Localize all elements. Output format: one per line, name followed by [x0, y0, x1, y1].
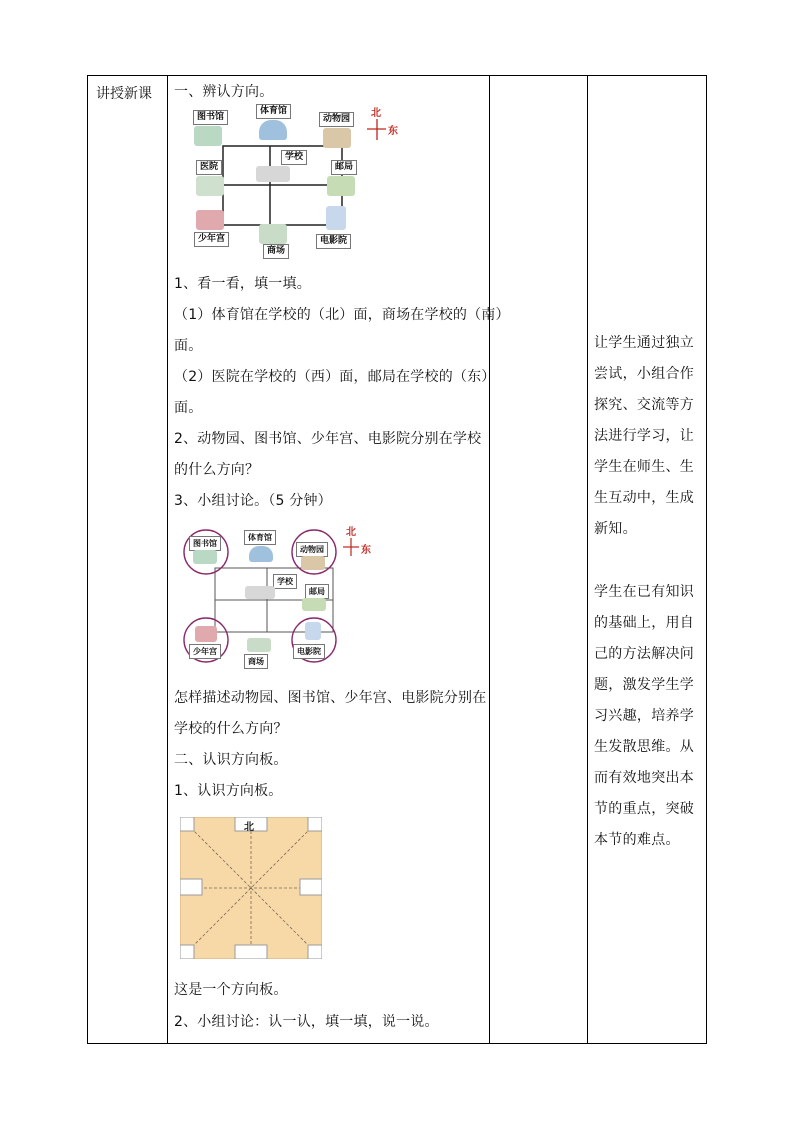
gym-building-icon: [249, 546, 273, 562]
section2-item1: 1、认识方向板。: [174, 783, 283, 799]
q2-line1: 2、动物园、图书馆、少年宫、电影院分别在学校: [174, 431, 482, 447]
note-line: 让学生通过独立: [594, 335, 695, 351]
board-north-label: 北: [244, 822, 254, 833]
school-label: 学校: [273, 574, 297, 589]
note-line: 学生在师生、生: [594, 459, 695, 475]
q4-line2: 学校的什么方向？: [174, 721, 288, 737]
hospital-label: 医院: [196, 160, 222, 175]
note-line: 习兴趣，培养学: [594, 708, 695, 724]
note-line: 的基础上，用自: [594, 615, 695, 631]
zoo-label: 动物园: [296, 542, 328, 557]
zoo-label: 动物园: [319, 112, 354, 127]
school-label: 学校: [281, 150, 307, 165]
gym-label: 体育馆: [244, 530, 276, 545]
note-line: 节的重点，突破: [594, 801, 695, 817]
cinema-building-icon: [326, 206, 346, 230]
note-line: 新知。: [594, 521, 637, 537]
youth-palace-building-icon: [196, 210, 224, 230]
library-label: 图书馆: [193, 110, 228, 125]
column-divider: [489, 76, 490, 1043]
cinema-label: 电影院: [293, 644, 325, 659]
library-building-icon: [194, 126, 222, 146]
lesson-table: [87, 75, 707, 1044]
library-building-icon: [193, 550, 217, 564]
gym-building-icon: [259, 120, 287, 140]
direction-map-1: [186, 102, 421, 262]
note-line: 本节的难点。: [594, 832, 680, 848]
q1-title: 1、看一看，填一填。: [174, 276, 311, 292]
library-label: 图书馆: [189, 536, 221, 551]
section1-heading: 一、辨认方向。: [174, 84, 274, 100]
q1-line2b: 面。: [174, 400, 203, 416]
note-line: 法进行学习，让: [594, 428, 695, 444]
school-building-icon: [256, 166, 290, 182]
q3-text: 3、小组讨论。（5 分钟）: [174, 493, 332, 509]
mall-building-icon: [247, 638, 271, 652]
post-office-building-icon: [327, 176, 355, 196]
q1-line2: （2）医院在学校的（西）面，邮局在学校的（东）: [174, 369, 496, 385]
note-line: 生发散思维。从: [594, 739, 695, 755]
mall-label: 商场: [263, 244, 289, 259]
column-divider: [587, 76, 588, 1043]
post-office-building-icon: [302, 598, 326, 611]
school-building-icon: [245, 586, 275, 599]
note-line: 探究、交流等方: [594, 397, 695, 413]
direction-map-2: [181, 522, 391, 672]
hospital-building-icon: [196, 176, 224, 196]
youth-palace-label: 少年宫: [189, 644, 221, 659]
note-line: 尝试，小组合作: [594, 366, 695, 382]
cinema-label: 电影院: [316, 234, 351, 249]
q4-line1: 怎样描述动物园、图书馆、少年宫、电影院分别在: [174, 690, 487, 706]
section2-item2: 2、小组讨论：认一认，填一填，说一说。: [174, 1014, 439, 1030]
mall-building-icon: [259, 224, 287, 244]
note-line: 而有效地突出本: [594, 770, 695, 786]
north-label: 北: [346, 527, 356, 538]
section2-heading: 二、认识方向板。: [174, 752, 288, 768]
q2-line2: 的什么方向？: [174, 462, 260, 478]
column-divider: [167, 76, 168, 1043]
note-line: 生互动中，生成: [594, 490, 695, 506]
youth-palace-label: 少年宫: [194, 232, 229, 247]
post-office-label: 邮局: [305, 584, 329, 599]
board-caption: 这是一个方向板。: [174, 982, 288, 998]
zoo-building-icon: [323, 128, 351, 148]
cinema-building-icon: [305, 622, 321, 640]
youth-palace-building-icon: [195, 626, 217, 642]
row-label: 讲授新课: [96, 86, 152, 102]
q1-line1b: 面。: [174, 338, 203, 354]
note-line: 题，激发学生学: [594, 677, 695, 693]
zoo-building-icon: [301, 556, 325, 570]
q1-line1: （1）体育馆在学校的（北）面，商场在学校的（南）: [174, 307, 510, 323]
mall-label: 商场: [244, 654, 268, 669]
north-label: 北: [371, 108, 381, 119]
east-label: 东: [388, 126, 398, 137]
note-line: 学生在已有知识: [594, 584, 695, 600]
direction-board: [180, 817, 322, 959]
gym-label: 体育馆: [256, 104, 291, 119]
note-line: 己的方法解决问: [594, 646, 695, 662]
east-label: 东: [361, 545, 371, 556]
post-office-label: 邮局: [331, 160, 357, 175]
